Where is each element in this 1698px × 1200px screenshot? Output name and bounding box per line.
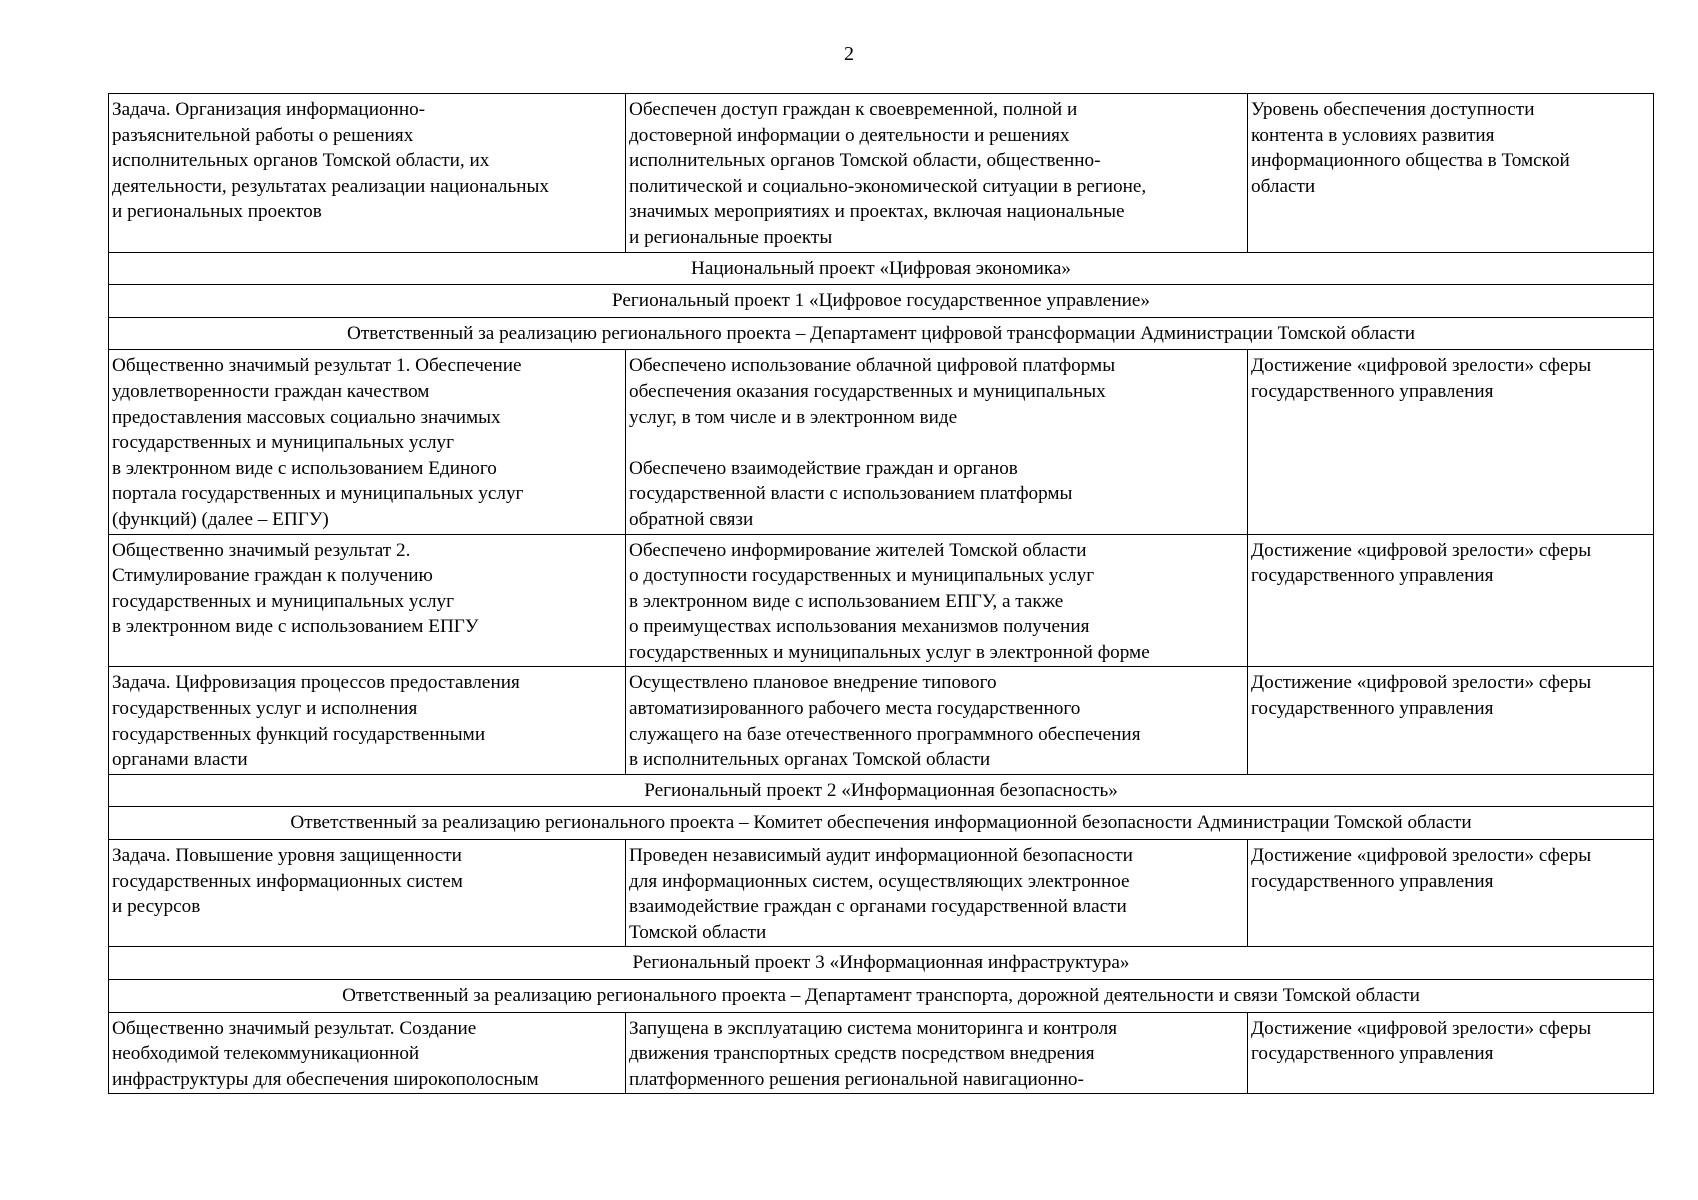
section-heading-regional-project-1: Региональный проект 1 «Цифровое государственное управление» <box>109 285 1654 318</box>
table-row-regional-project-2 <box>109 774 1654 807</box>
section-heading-national-project-digital-economy: Национальный проект «Цифровая экономика» <box>109 252 1654 285</box>
table-row-national-project-digital-economy <box>109 252 1654 285</box>
result-cell: Обеспечен доступ граждан к своевременной, полной и достоверной информации о деятельности и решениях исполнительных органов Томской области, общественно- политической и социально-экономической ситуации в регионе, значимых мероприятиях и проектах, включая национальные и региональные проекты <box>626 94 1248 253</box>
table-row-task-info-work <box>109 94 1654 253</box>
section-heading-regional-project-2: Региональный проект 2 «Информационная безопасность» <box>109 774 1654 807</box>
projects-table <box>108 93 1654 1094</box>
goal-cell: Общественно значимый результат. Создание необходимой телекоммуникационной инфраструктуры для обеспечения широкополосным <box>109 1012 626 1094</box>
section-heading-responsible-project-2: Ответственный за реализацию регионального проекта – Комитет обеспечения информационной безопасности Администрации Томской области <box>109 807 1654 840</box>
table-row-task-digitalization <box>109 667 1654 774</box>
result-cell: Обеспечено информирование жителей Томской области о доступности государственных и муниципальных услуг в электронном виде с использованием ЕПГУ, а также о преимуществах использования механизмов получения государственных и муниципальных услуг в электронной форме <box>626 534 1248 667</box>
table-row-result-2-stimulation <box>109 534 1654 667</box>
result-cell: Проведен независимый аудит информационной безопасности для информационных систем, осуществляющих электронное взаимодействие граждан с органами государственной власти Томской области <box>626 840 1248 947</box>
result-cell: Обеспечено использование облачной цифровой платформы обеспечения оказания государственных и муниципальных услуг, в том числе и в электронном виде Обеспечено взаимодействие граждан и органов государственной власти с использованием платформы обратной связи <box>626 350 1248 534</box>
result-cell: Запущена в эксплуатацию система мониторинга и контроля движения транспортных средств посредством внедрения платформенного решения региональной навигационно- <box>626 1012 1248 1094</box>
section-heading-responsible-project-3: Ответственный за реализацию регионального проекта – Департамент транспорта, дорожной деятельности и связи Томской области <box>109 980 1654 1013</box>
indicator-cell: Достижение «цифровой зрелости» сферы государственного управления <box>1248 667 1654 774</box>
page-number: 2 <box>844 43 854 65</box>
goal-cell: Задача. Повышение уровня защищенности государственных информационных систем и ресурсов <box>109 840 626 947</box>
table-row-result-1-services-satisfaction <box>109 350 1654 534</box>
result-cell: Осуществлено плановое внедрение типового автоматизированного рабочего места государственного служащего на базе отечественного программного обеспечения в исполнительных органах Томской области <box>626 667 1248 774</box>
table-row-result-infrastructure <box>109 1012 1654 1094</box>
table-row-responsible-project-1 <box>109 317 1654 350</box>
indicator-cell: Уровень обеспечения доступности контента в условиях развития информационного общества в Томской области <box>1248 94 1654 253</box>
goal-cell: Общественно значимый результат 1. Обеспечение удовлетворенности граждан качеством предоставления массовых социально значимых государственных и муниципальных услуг в электронном виде с использованием Единого портала государственных и муниципальных услуг (функций) (далее – ЕПГУ) <box>109 350 626 534</box>
table-row-responsible-project-2 <box>109 807 1654 840</box>
table-row-regional-project-3 <box>109 947 1654 980</box>
section-heading-regional-project-3: Региональный проект 3 «Информационная инфраструктура» <box>109 947 1654 980</box>
goal-cell: Задача. Организация информационно- разъяснительной работы о решениях исполнительных органов Томской области, их деятельности, результатах реализации национальных и региональных проектов <box>109 94 626 253</box>
indicator-cell: Достижение «цифровой зрелости» сферы государственного управления <box>1248 534 1654 667</box>
indicator-cell: Достижение «цифровой зрелости» сферы государственного управления <box>1248 350 1654 534</box>
goal-cell: Задача. Цифровизация процессов предоставления государственных услуг и исполнения государственных функций государственными органами власти <box>109 667 626 774</box>
indicator-cell: Достижение «цифровой зрелости» сферы государственного управления <box>1248 840 1654 947</box>
goal-cell: Общественно значимый результат 2. Стимулирование граждан к получению государственных и муниципальных услуг в электронном виде с использованием ЕПГУ <box>109 534 626 667</box>
indicator-cell: Достижение «цифровой зрелости» сферы государственного управления <box>1248 1012 1654 1094</box>
table-row-task-security <box>109 840 1654 947</box>
table-row-regional-project-1 <box>109 285 1654 318</box>
table-row-responsible-project-3 <box>109 980 1654 1013</box>
section-heading-responsible-project-1: Ответственный за реализацию регионального проекта – Департамент цифровой трансформации Администрации Томской области <box>109 317 1654 350</box>
